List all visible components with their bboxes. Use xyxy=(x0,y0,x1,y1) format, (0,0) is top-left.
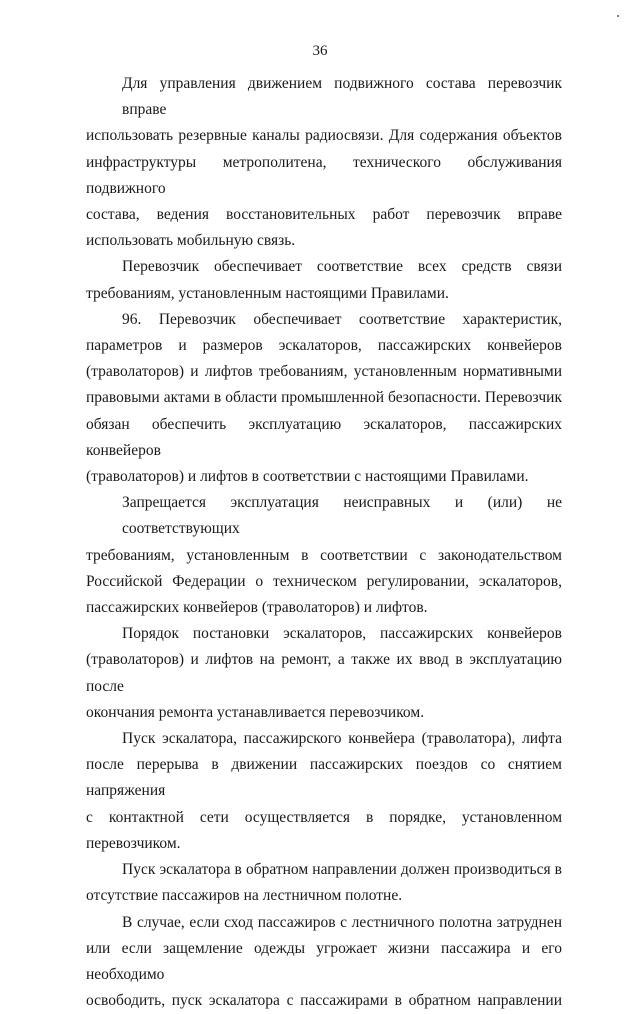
text-line: (траволаторов) и лифтов в соответствии с настоящими Правилами. xyxy=(86,464,562,490)
text-line: с контактной сети осуществляется в порядке, установленном xyxy=(86,805,562,831)
text-line: Перевозчик обеспечивает соответствие всех средств связи xyxy=(86,254,562,280)
text-line: (траволаторов) и лифтов требованиям, установленным нормативными xyxy=(86,359,562,385)
text-line: перевозчиком. xyxy=(86,831,562,857)
text-line: или если защемление одежды угрожает жизни пассажира и его необходимо xyxy=(86,936,562,988)
text-line: 96. Перевозчик обеспечивает соответствие характеристик, xyxy=(86,307,562,333)
text-line: окончания ремонта устанавливается перевозчиком. xyxy=(86,700,562,726)
text-line: пассажирских конвейеров (траволаторов) и лифтов. xyxy=(86,595,562,621)
paragraph xyxy=(86,621,562,726)
text-line: состава, ведения восстановительных работ перевозчик вправе xyxy=(86,202,562,228)
page-number: 36 xyxy=(0,41,640,61)
text-line: требованиям, установленным в соответствии с законодательством xyxy=(86,543,562,569)
paragraph xyxy=(86,726,562,857)
paragraph xyxy=(86,857,562,909)
paragraph xyxy=(86,490,562,621)
text-line: Для управления движением подвижного состава перевозчик вправе xyxy=(86,71,562,123)
text-line: (траволаторов) и лифтов на ремонт, а также их ввод в эксплуатацию после xyxy=(86,647,562,699)
document-body xyxy=(86,71,562,1014)
text-line: после перерыва в движении пассажирских поездов со снятием напряжения xyxy=(86,752,562,804)
text-line: Российской Федерации о техническом регулировании, эскалаторов, xyxy=(86,569,562,595)
paragraph xyxy=(86,307,562,490)
paragraph xyxy=(86,910,562,1014)
text-line: Пуск эскалатора, пассажирского конвейера (траволатора), лифта xyxy=(86,726,562,752)
text-line: В случае, если сход пассажиров с лестничного полотна затруднен xyxy=(86,910,562,936)
paragraph xyxy=(86,254,562,306)
text-line: правовыми актами в области промышленной безопасности. Перевозчик xyxy=(86,385,562,411)
text-line: параметров и размеров эскалаторов, пассажирских конвейеров xyxy=(86,333,562,359)
text-line: использовать резервные каналы радиосвязи. Для содержания объектов xyxy=(86,123,562,149)
text-line: Запрещается эксплуатация неисправных и (или) не соответствующих xyxy=(86,490,562,542)
text-line: Порядок постановки эскалаторов, пассажирских конвейеров xyxy=(86,621,562,647)
paragraph xyxy=(86,71,562,254)
text-line: инфраструктуры метрополитена, технического обслуживания подвижного xyxy=(86,150,562,202)
scan-artifact xyxy=(617,15,619,17)
text-line: освободить, пуск эскалатора с пассажирами в обратном направлении xyxy=(86,988,562,1014)
text-line: требованиям, установленным настоящими Правилами. xyxy=(86,281,562,307)
text-line: отсутствие пассажиров на лестничном полотне. xyxy=(86,883,562,909)
text-line: Пуск эскалатора в обратном направлении должен производиться в xyxy=(86,857,562,883)
text-line: использовать мобильную связь. xyxy=(86,228,562,254)
text-line: обязан обеспечить эксплуатацию эскалаторов, пассажирских конвейеров xyxy=(86,412,562,464)
